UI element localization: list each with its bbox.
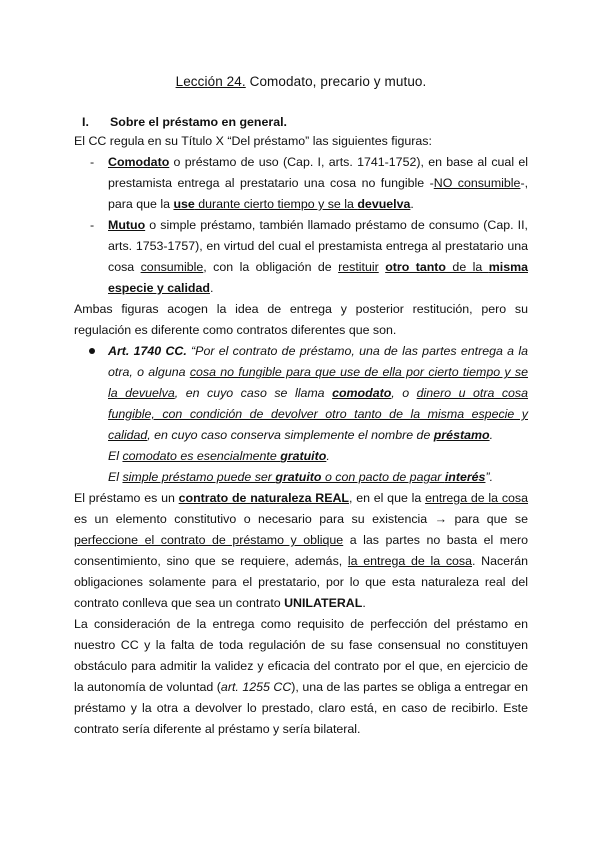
comodato-text-3: .: [410, 197, 414, 211]
line-gratuito: gratuito: [280, 449, 327, 463]
consideracion-paragraph: [74, 614, 528, 740]
consideracion-article: art. 1255 CC: [220, 680, 292, 694]
art-comodato: comodato: [332, 386, 392, 400]
mutuo-misma-especie: misma especie y calidad: [108, 260, 528, 295]
mutuo-consumible: consumible: [140, 260, 204, 274]
ambas-paragraph: Ambas figuras acogen la idea de entrega y posterior restitución, pero su regulación es diferente como contratos diferentes que son.: [74, 302, 528, 337]
simple-prestamo-line: [74, 467, 528, 488]
mutuo-otro-tanto: otro tanto: [385, 260, 446, 274]
consideracion-text-2: ), una de las partes se obliga a entregar en préstamo y la otra a devolver lo prestado, claro está, en caso de recibirlo. Este contrato sería diferente al préstamo y sería bilateral.: [74, 680, 528, 736]
line-interes: interés: [444, 470, 486, 484]
art-text-3: , o: [391, 386, 417, 400]
real-entrega-cosa: la entrega de la cosa: [347, 554, 472, 568]
comodato-use: use: [173, 197, 195, 211]
mutuo-text-1: o simple préstamo, también llamado préstamo de consumo (Cap. II, arts. 1753-1757), en virtud del cual el prestamista entrega al prestatario una cosa: [108, 218, 528, 274]
figures-list: [74, 152, 528, 299]
real-text-4: a las partes no basta el mero consentimiento, sino que se requiere, además,: [74, 533, 528, 568]
intro-paragraph: El CC regula en su Título X “Del préstamo” las siguientes figuras:: [74, 134, 432, 148]
line-gratuito: gratuito: [275, 470, 322, 484]
comodato-durante: durante cierto tiempo y se la: [194, 197, 358, 211]
page-title: [74, 74, 528, 89]
article-1740-quote: [74, 341, 528, 446]
real-text-3: es un elemento constitutivo o necesario para su existencia → para que se: [74, 512, 528, 526]
comodato-devuelva: devuelva: [357, 197, 411, 211]
real-text-2: , en el que la: [349, 491, 426, 505]
title-text: Comodato, precario y mutuo.: [245, 74, 427, 89]
comodato-text-2: -, para que la: [108, 176, 529, 211]
mutuo-text-2: , con la obligación de: [203, 260, 339, 274]
term-comodato: Comodato: [108, 155, 170, 169]
real-text-6: .: [362, 596, 366, 610]
section-title: Sobre el préstamo en general.: [110, 115, 287, 129]
art-dinero-fungible: dinero u otra cosa fungible, con condición de devolver otro tanto de la misma especie y calidad: [108, 386, 529, 442]
real-unilateral: UNILATERAL: [284, 596, 363, 610]
real-naturaleza: contrato de naturaleza REAL: [178, 491, 349, 505]
mutuo-restituir: restituir: [338, 260, 379, 274]
art-text-1: “Por el contrato de préstamo, una de las partes entrega a la otra, o alguna: [108, 344, 528, 379]
bullet-dot: [89, 348, 95, 354]
line-text: El: [108, 470, 123, 484]
title-lesson-number: Lección 24.: [175, 74, 246, 89]
line-text: El: [108, 449, 123, 463]
mutuo-text-4: .: [209, 281, 214, 295]
art-text-5: .: [489, 428, 494, 442]
art-text-2: , en cuyo caso se llama: [174, 386, 333, 400]
line-pacto: o con pacto de pagar: [321, 470, 445, 484]
real-text-5: . Nacerán obligaciones solamente para el prestatario, por lo que esta naturaleza real del contrato conlleva que sea un contrato: [74, 554, 528, 610]
comodato-gratuito-line: [74, 446, 528, 467]
section-heading: [82, 115, 528, 129]
line-simple-prestamo: simple préstamo puede ser: [122, 470, 276, 484]
consideracion-text-1: La consideración de la entrega como requisito de perfección del préstamo en nuestro CC y la falta de toda regulación de su fase consensual no constituyen obstáculo para admitir la validez y eficacia del contrato por el que, en ejercicio de la autonomía de voluntad (: [74, 617, 528, 694]
comodato-no-consumible: NO consumible: [433, 176, 521, 190]
list-item-comodato: [74, 152, 528, 215]
art-text-4: , en cuyo caso conserva simplemente el nombre de: [147, 428, 434, 442]
real-contract-paragraph: [74, 488, 528, 614]
term-mutuo: Mutuo: [108, 218, 146, 232]
list-marker: -: [90, 218, 95, 232]
real-text-1: El préstamo es un: [74, 491, 179, 505]
list-marker: -: [90, 155, 95, 169]
art-prestamo: préstamo: [433, 428, 490, 442]
mutuo-de-la: de la: [446, 260, 489, 274]
real-perfeccione: perfeccione el contrato de préstamo y oblique: [74, 533, 344, 547]
list-item-mutuo: [74, 215, 528, 299]
line-text: ”.: [485, 470, 494, 484]
line-text: .: [326, 449, 330, 463]
art-cosa-no-fungible: cosa no fungible para que use de ella por cierto tiempo y se la devuelva: [108, 365, 528, 400]
line-comodato-esencial: comodato es esencialmente: [122, 449, 281, 463]
real-entrega: entrega de la cosa: [425, 491, 529, 505]
article-label: Art. 1740 CC.: [108, 344, 187, 358]
comodato-text-1: o préstamo de uso (Cap. I, arts. 1741-1752), en base al cual el prestamista entrega al prestatario una cosa no fungible -: [108, 155, 528, 190]
section-number: I.: [82, 115, 89, 129]
